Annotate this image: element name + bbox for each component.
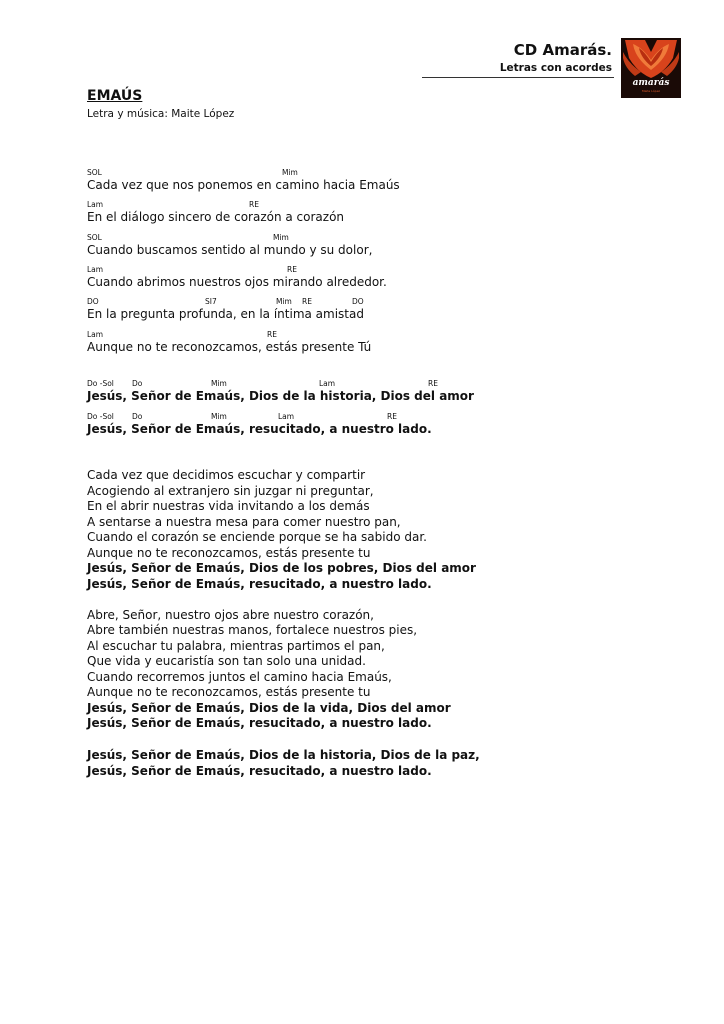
lyric-line: A sentarse a nuestra mesa para comer nuestro pan,: [87, 515, 401, 529]
lyric-line: Cuando buscamos sentido al mundo y su dolor,: [87, 243, 373, 257]
chord: Lam: [278, 412, 295, 421]
chord: Mim: [211, 412, 227, 421]
chord-line: [87, 379, 487, 389]
chord-line: [87, 200, 487, 210]
lyric-line: Cada vez que decidimos escuchar y compartir: [87, 468, 366, 482]
chord-line: [87, 265, 487, 275]
chord: SI7: [205, 297, 217, 306]
lyric-line: Cuando el corazón se enciende porque se ha sabido dar.: [87, 530, 427, 544]
chord: Mim: [282, 168, 298, 177]
chord: Lam: [87, 265, 104, 274]
chord: DO: [352, 297, 364, 306]
album-subtitle: Letras con acordes: [499, 62, 612, 74]
chord: Mim: [211, 379, 227, 388]
chord-line: [87, 412, 487, 422]
lyric-line: En el diálogo sincero de corazón a corazón: [87, 210, 345, 224]
chord: Do -Sol: [87, 379, 114, 388]
chord: Mim: [276, 297, 292, 306]
chord-line: [87, 233, 487, 243]
chord: RE: [302, 297, 312, 306]
chord: Do -Sol: [87, 412, 114, 421]
song-credits: Letra y música: Maite López: [87, 108, 235, 120]
chorus-line: Jesús, Señor de Emaús, resucitado, a nuestro lado.: [87, 716, 432, 730]
album-title: CD Amarás.: [513, 41, 612, 59]
chord: SOL: [87, 168, 102, 177]
chorus-line: Jesús, Señor de Emaús, Dios de los pobres, Dios del amor: [87, 561, 476, 575]
lyric-line: Cuando recorremos juntos el camino hacia Emaús,: [87, 670, 392, 684]
chord: RE: [428, 379, 438, 388]
lyric-line: En el abrir nuestras vida invitando a los demás: [87, 499, 370, 513]
lyric-line: Al escuchar tu palabra, mientras partimos el pan,: [87, 639, 385, 653]
chorus-line: Jesús, Señor de Emaús, resucitado, a nuestro lado.: [87, 577, 432, 591]
lyric-line: En la pregunta profunda, en la íntima amistad: [87, 307, 364, 321]
chord: RE: [249, 200, 259, 209]
chord: SOL: [87, 233, 102, 242]
header-divider: [422, 77, 614, 78]
logo-text: amarás: [632, 78, 670, 88]
lyric-line: Cuando abrimos nuestros ojos mirando alrededor.: [87, 275, 387, 289]
lyric-line: Aunque no te reconozcamos, estás presente tu: [87, 546, 371, 560]
chord-line: [87, 297, 487, 307]
chorus-line: Jesús, Señor de Emaús, resucitado, a nuestro lado.: [87, 422, 432, 436]
lyric-line: Que vida y eucaristía son tan solo una unidad.: [87, 654, 366, 668]
chord: Lam: [87, 330, 104, 339]
chorus-line: Jesús, Señor de Emaús, resucitado, a nuestro lado.: [87, 764, 432, 778]
chord: Mim: [273, 233, 289, 242]
chorus-line: Jesús, Señor de Emaús, Dios de la vida, Dios del amor: [87, 701, 451, 715]
lyric-line: Cada vez que nos ponemos en camino hacia Emaús: [87, 178, 400, 192]
lyric-line: Abre también nuestras manos, fortalece nuestros pies,: [87, 623, 418, 637]
lyric-line: Aunque no te reconozcamos, estás presente tu: [87, 685, 371, 699]
chord-line: [87, 168, 487, 178]
lyric-line: Aunque no te reconozcamos, estás presente Tú: [87, 340, 372, 354]
chord: Lam: [319, 379, 336, 388]
lyric-line: Acogiendo al extranjero sin juzgar ni preguntar,: [87, 484, 374, 498]
chord: RE: [267, 330, 277, 339]
chord: RE: [287, 265, 297, 274]
chorus-line: Jesús, Señor de Emaús, Dios de la historia, Dios de la paz,: [87, 748, 480, 762]
lyric-line: Abre, Señor, nuestro ojos abre nuestro corazón,: [87, 608, 374, 622]
chord: Do: [132, 379, 143, 388]
album-logo: [621, 38, 681, 98]
song-title: EMAÚS: [87, 88, 143, 104]
chord: DO: [87, 297, 99, 306]
chord: Do: [132, 412, 143, 421]
chorus-line: Jesús, Señor de Emaús, Dios de la historia, Dios del amor: [87, 389, 474, 403]
chord-line: [87, 330, 487, 340]
chord: Lam: [87, 200, 104, 209]
chord: RE: [387, 412, 397, 421]
logo-subtext: Maite López: [641, 89, 660, 93]
